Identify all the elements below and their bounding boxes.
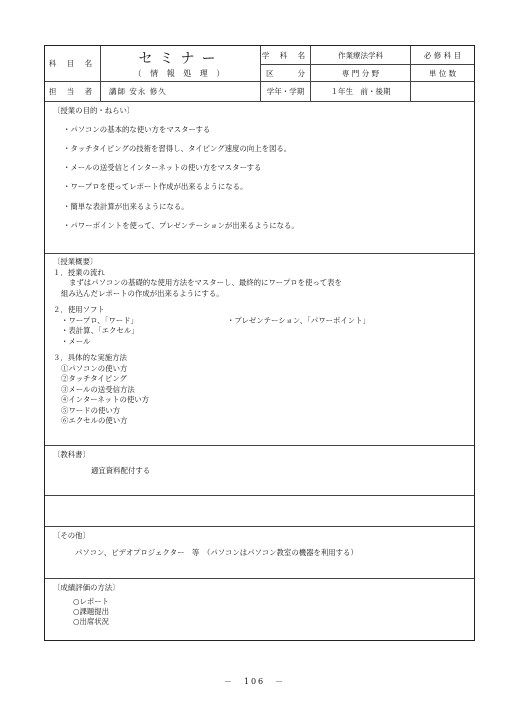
evaluation-item: ○レポート [73, 597, 110, 607]
method-item: ④インターネットの使い方 [61, 395, 150, 405]
credits-label: 単 位 数 [411, 65, 474, 82]
method-item: ①パソコンの使い方 [61, 363, 128, 373]
software-item: ・メール [61, 336, 91, 346]
method-item: ⑤ワードの使い方 [61, 405, 121, 415]
category-label [261, 65, 311, 82]
category-value: 専 門 分 野 [311, 65, 411, 82]
other-label: 〔その他〕 [53, 531, 90, 540]
subject-label: 科 目 名 [45, 46, 101, 82]
required-label: 必 修 科 目 [411, 46, 474, 65]
textbook-section [45, 446, 474, 496]
syllabus-sheet [44, 45, 475, 641]
methods-heading: ３．具体的な実施方法 [53, 353, 127, 363]
blank-section [45, 496, 474, 527]
evaluation-item: ○課題提出 [73, 607, 110, 617]
other-value: パソコン、ビデオプロジェクター 等 （パソコンはパソコン教室の機器を利用する） [75, 548, 358, 558]
evaluation-item: ○出席状況 [73, 617, 110, 627]
software-item: ・ワープロ、「ワード」 [61, 315, 138, 325]
evaluation-label: 〔成績評価の方法〕 [53, 583, 120, 592]
goal-item: ・メールの送受信とインターネットの使い方をマスターする [63, 163, 262, 173]
flow-heading: １．授業の流れ [53, 267, 105, 277]
category-label-right: 分 [297, 68, 305, 78]
goal-item: ・簡単な表計算が出来るようになる。 [63, 201, 189, 211]
category-label-left: 区 [266, 68, 274, 78]
software-item: ・表計算、「エクセル」 [61, 326, 139, 336]
textbook-value: 適宜資料配付する [91, 466, 151, 476]
flow-text: まずはパソコンの基礎的な使用方法をマスターし、最終的にワープロを使って表を [69, 278, 342, 288]
subject-subtitle: （ 情 報 処 理 ） [133, 69, 228, 78]
goal-item: ・パワーポイントを使って、プレゼンテーションが出来るようになる。 [63, 220, 299, 230]
evaluation-section [45, 579, 474, 640]
method-item: ③メールの送受信方法 [61, 384, 135, 394]
page-number: － 106 － [223, 677, 286, 686]
goals-label: 〔授業の目的・ねらい〕 [53, 106, 135, 115]
instructor-value: 講師 安永 修久 [101, 82, 261, 102]
method-item: ⑥エクセルの使い方 [61, 416, 128, 426]
software-heading: ２．使用ソフト [53, 305, 105, 315]
term-extra-cell [411, 82, 474, 102]
term-label: 学年・学期 [261, 82, 311, 102]
textbook-label: 〔教科書〕 [53, 450, 90, 459]
department-label: 学 科 名 [261, 46, 311, 65]
method-item: ②タッチタイピング [61, 374, 127, 384]
other-section [45, 527, 474, 579]
goals-section [45, 102, 474, 254]
goal-item: ・パソコンの基本的な使い方をマスターする [63, 125, 211, 135]
goal-item: ・ワープロを使ってレポート作成が出来るようになる。 [63, 182, 248, 192]
instructor-label: 担 当 者 [45, 82, 101, 102]
goal-item: ・タッチタイピングの技術を習得し、タイピング速度の向上を図る。 [63, 144, 292, 154]
flow-text: 組み込んだレポートの作成が出来るようにする。 [61, 288, 224, 298]
overview-section [45, 254, 474, 446]
subject-title-cell [101, 46, 261, 82]
subject-title: セミナー [138, 51, 223, 67]
overview-label: 〔授業概要〕 [53, 257, 98, 266]
software-item: ・プレゼンテーション、「パワーポイント」 [227, 315, 370, 325]
software-row [53, 316, 466, 327]
department-value: 作業療法学科 [311, 46, 411, 65]
term-value: １年生 前・後期 [311, 82, 411, 102]
syllabus-header [45, 46, 474, 102]
